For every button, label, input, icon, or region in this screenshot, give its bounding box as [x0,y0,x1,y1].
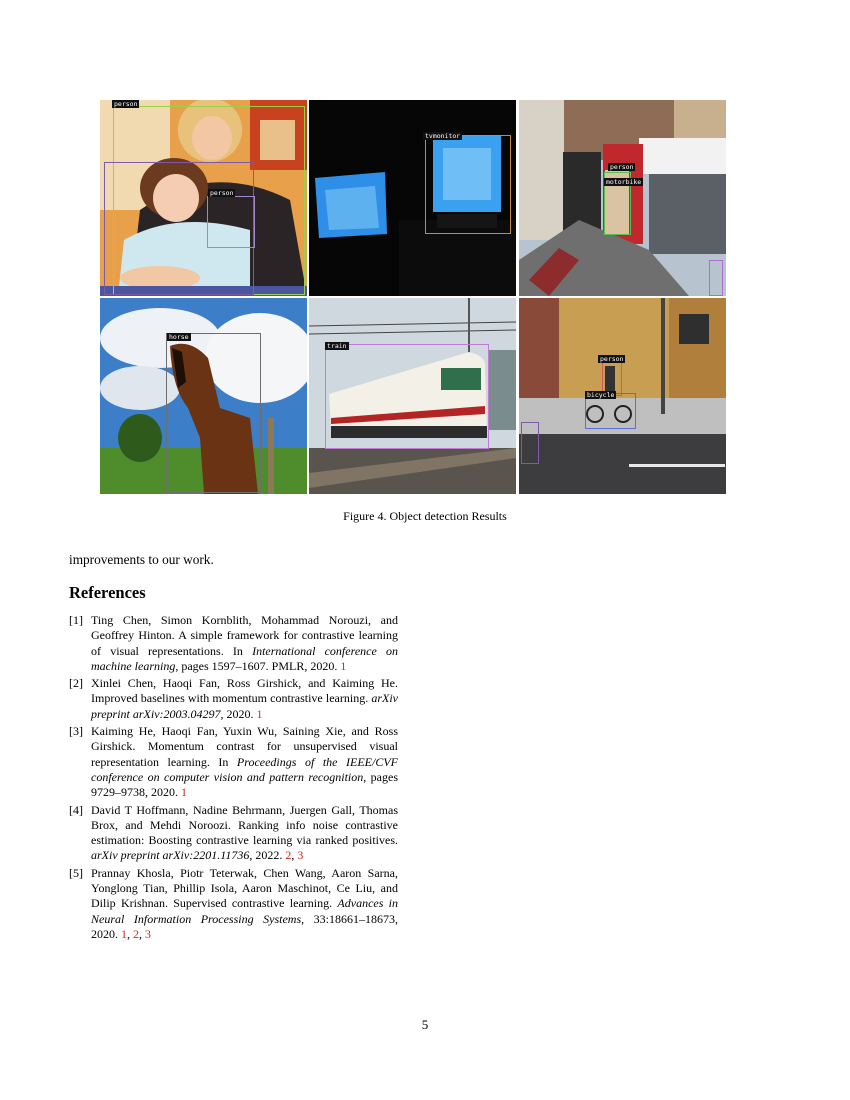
reference-number: [5] [69,865,83,880]
bbox-motorbike-edge [521,422,539,464]
references-list [69,613,398,944]
figure-caption: Figure 4. Object detection Results [343,509,507,523]
reference-venue: Proceedings of the IEEE/CVF conference on computer vision and pattern recognition [91,754,399,784]
citation-link[interactable]: 2 [133,926,139,941]
bbox-person-edge [709,260,723,296]
figure-panel-mother-child [100,100,307,296]
reference-number: [3] [69,724,83,739]
bbox-label-person-adult: person [114,100,138,108]
citation-link[interactable]: 3 [145,926,151,941]
bbox-label-tvmonitor: tvmonitor [425,132,461,140]
reference-authors-title: Kaiming He, Haoqi Fan, Yuxin Wu, Saining Xie, and Ross Girshick. Momentum contrast for unsupervised visual representation learning. In [91,724,398,769]
citation-link[interactable]: 1 [256,706,263,721]
reference-details: , pages 1597–1607. PMLR, 2020. [175,658,341,673]
reference-number: [1] [69,613,83,627]
citation-link[interactable]: 1 [340,658,347,673]
bbox-horse [166,333,261,493]
bbox-label-person-cyclist: person [600,355,624,363]
bbox-label-motorbike: motorbike [606,178,642,186]
bbox-train [325,344,489,449]
bbox-label-horse: horse [169,333,189,341]
reference-venue: arXiv preprint arXiv:2003.04297 [91,691,398,721]
reference-details: , 33:18661–18673, 2020. [91,911,398,941]
page-number: 5 [421,1017,429,1032]
reference-item [69,613,398,674]
reference-details: , 2022. [249,848,286,863]
figure-panel-monitors [309,100,516,296]
figure-panel-bicycle [519,298,726,494]
figure-panel-train [309,298,516,494]
citation-link[interactable]: 2 [285,848,292,863]
reference-item [69,724,398,800]
reference-venue: International conference on machine learning [91,643,398,673]
reference-item: [4] David T Hoffmann, Nadine Behrmann, Juergen Gall, Thomas Brox, and Mehdi Noroozi. Ranking info noise contrastive estimation: Boosting contrastive learning via ranked positives. arXiv preprint arXiv:2201.11736, 2022. 2, 3 [69,802,398,863]
citation-link[interactable]: 3 [297,848,304,863]
reference-authors-title: Ting Chen, Simon Kornblith, Mohammad Norouzi, and Geoffrey Hinton. A simple framework for contrastive learning of visual representations. In [91,613,398,658]
figure-panel-horse [100,298,307,494]
bbox-label-bicycle: bicycle [587,391,615,399]
reference-number: [4] [69,802,83,817]
reference-venue: Advances in Neural Information Processing Systems [91,896,399,926]
reference-details: , pages 9729–9738, 2020. [91,769,398,800]
reference-item: [5] Prannay Khosla, Piotr Teterwak, Chen Wang, Aaron Sarna, Yonglong Tian, Phillip Isola, Aaron Maschinot, Ce Liu, and Dilip Krishnan. Supervised contrastive learning. Advances in Neural Information Processing Systems, 33:18661–18673, 2020. 1, 2, 3 [69,865,399,941]
reference-authors-title: David T Hoffmann, Nadine Behrmann, Juergen Gall, Thomas Brox, and Mehdi Noroozi. Ranking info noise contrastive estimation: Boosting contrastive learning via ranked positives. [91,802,398,848]
reference-details: , 2020. [220,706,257,721]
bbox-label-train: train [327,342,347,350]
reference-authors-title: Xinlei Chen, Haoqi Fan, Ross Girshick, and Kaiming He. Improved baselines with momentum contrastive learning. [91,676,398,706]
citation-link[interactable]: 1 [181,785,187,800]
bbox-person-secondary [207,196,255,248]
reference-number: [2] [69,676,83,691]
citation-link[interactable]: 1 [121,926,127,941]
references-heading: References [69,583,146,602]
reference-authors-title: Prannay Khosla, Piotr Teterwak, Chen Wang, Aaron Sarna, Yonglong Tian, Phillip Isola, Aaron Maschinot, Ce Liu, and Dilip Krishnan. Supervised contrastive learning. [91,865,398,911]
lead-text: improvements to our work. [69,552,214,567]
figure-object-detection [100,100,726,495]
bbox-tvmonitor [425,135,511,234]
reference-item [69,676,398,722]
bbox-label-person-secondary: person [210,189,234,197]
figure-panel-street [519,100,726,296]
reference-venue: arXiv preprint arXiv:2201.11736 [91,848,250,863]
bbox-label-person-street: person [610,163,634,171]
